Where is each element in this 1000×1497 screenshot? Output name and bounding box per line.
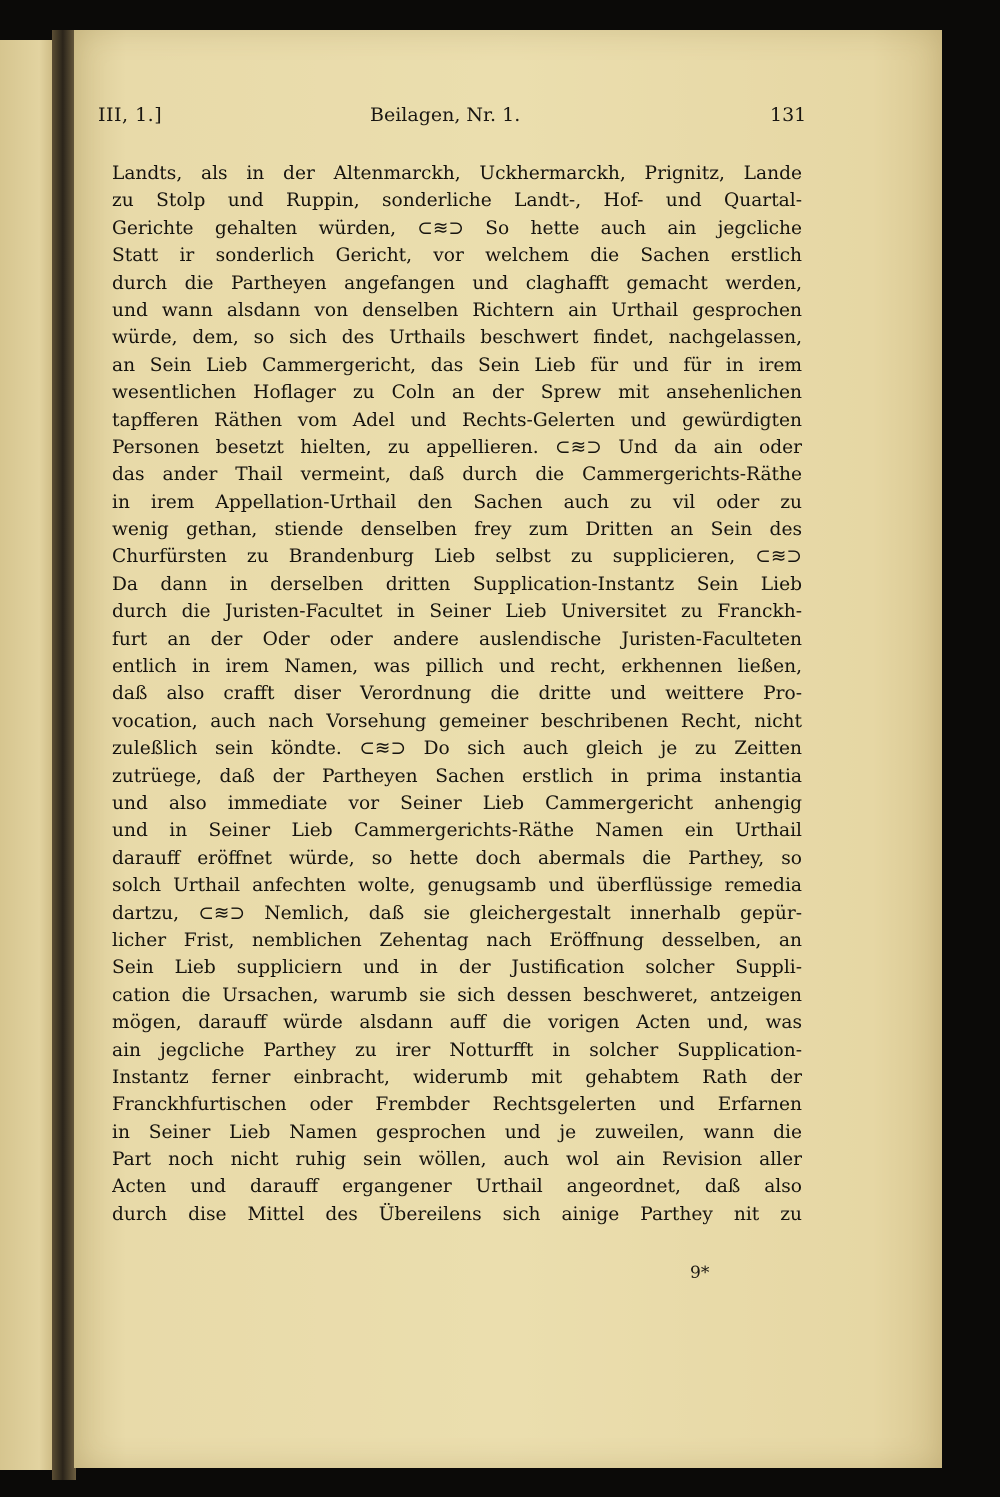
text-line: dartzu, ⊂≋⊃ Nemlich, daß sie gleichergestalt innerhalb gepür- bbox=[112, 902, 802, 924]
text-line: daß also crafft diser Verordnung die dritte und weittere Pro- bbox=[112, 683, 802, 705]
text-line: und also immediate vor Seiner Lieb Cammergericht anhengig bbox=[112, 792, 802, 814]
text-line: das ander Thail vermeint, daß durch die Cammergerichts-Räthe bbox=[112, 464, 802, 486]
text-line: zutrüege, daß der Partheyen Sachen erstlich in prima instantia bbox=[112, 765, 802, 787]
text-line: Franckhfurtischen oder Frembder Rechtsgelerten und Erfarnen bbox=[112, 1094, 802, 1116]
text-line: Personen besetzt hielten, zu appellieren. ⊂≋⊃ Und da ain oder bbox=[112, 436, 802, 458]
text-line: Statt ir sonderlich Gericht, vor welchem die Sachen erstlich bbox=[112, 245, 802, 267]
text-line: Churfürsten zu Brandenburg Lieb selbst zu supplicieren, ⊂≋⊃ bbox=[112, 546, 802, 568]
text-line: zu Stolp und Ruppin, sonderliche Landt-, Hof- und Quartal- bbox=[112, 190, 802, 212]
text-line: durch dise Mittel des Übereilens sich ainige Parthey nit zu bbox=[112, 1203, 802, 1225]
text-line: durch die Juristen-Facultet in Seiner Lieb Universitet zu Franckh- bbox=[112, 601, 802, 623]
signature-mark: 9* bbox=[690, 1263, 710, 1283]
text-line: und wann alsdann von denselben Richtern ain Urthail gesprochen bbox=[112, 299, 802, 321]
text-line: wenig gethan, stiende denselben frey zum Dritten an Sein des bbox=[112, 519, 802, 541]
section-reference: III, 1.] bbox=[98, 104, 163, 126]
text-line: licher Frist, nemblichen Zehentag nach Eröffnung desselben, an bbox=[112, 929, 802, 951]
facing-page-edge bbox=[0, 40, 56, 1470]
text-line: Acten und darauff ergangener Urthail angeordnet, daß also bbox=[112, 1176, 802, 1198]
body-text bbox=[112, 160, 802, 1260]
text-line: Gerichte gehalten würden, ⊂≋⊃ So hette auch ain jegcliche bbox=[112, 217, 802, 239]
text-line: mögen, darauff würde alsdann auff die vorigen Acten und, was bbox=[112, 1012, 802, 1034]
text-line: cation die Ursachen, warumb sie sich dessen beschweret, antzeigen bbox=[112, 984, 802, 1006]
text-line: ain jegcliche Parthey zu irer Notturfft in solcher Supplication- bbox=[112, 1039, 802, 1061]
text-line: darauff eröffnet würde, so hette doch abermals die Parthey, so bbox=[112, 847, 802, 869]
text-line: und in Seiner Lieb Cammergerichts-Räthe Namen ein Urthail bbox=[112, 820, 802, 842]
text-line: entlich in irem Namen, was pillich und recht, erkhennen ließen, bbox=[112, 656, 802, 678]
text-line: Sein Lieb suppliciern und in der Justification solcher Suppli- bbox=[112, 957, 802, 979]
text-line: Instantz ferner einbracht, widerumb mit gehabtem Rath der bbox=[112, 1066, 802, 1088]
text-line: zuleßlich sein köndte. ⊂≋⊃ Do sich auch gleich je zu Zeitten bbox=[112, 738, 802, 760]
text-line: in irem Appellation-Urthail den Sachen auch zu vil oder zu bbox=[112, 491, 802, 513]
text-line: an Sein Lieb Cammergericht, das Sein Lieb für und für in irem bbox=[112, 354, 802, 376]
text-line: würde, dem, so sich des Urthails beschwert findet, nachgelassen, bbox=[112, 327, 802, 349]
text-line: Part noch nicht ruhig sein wöllen, auch wol ain Revision aller bbox=[112, 1149, 802, 1171]
header-title: Beilagen, Nr. 1. bbox=[370, 104, 521, 126]
running-header bbox=[98, 104, 807, 134]
text-line: Landts, als in der Altenmarckh, Uckhermarckh, Prignitz, Lande bbox=[112, 163, 802, 184]
text-line: vocation, auch nach Vorsehung gemeiner beschribenen Recht, nicht bbox=[112, 710, 802, 732]
page-number: 131 bbox=[770, 104, 807, 126]
book-gutter bbox=[52, 30, 76, 1480]
text-line: Da dann in derselben dritten Supplication-Instantz Sein Lieb bbox=[112, 573, 802, 595]
text-line: wesentlichen Hoflager zu Coln an der Sprew mit ansehenlichen bbox=[112, 382, 802, 404]
text-line: furt an der Oder oder andere auslendische Juristen-Faculteten bbox=[112, 628, 802, 650]
text-line: tapfferen Räthen vom Adel und Rechts-Gelerten und gewürdigten bbox=[112, 409, 802, 431]
text-line: solch Urthail anfechten wolte, genugsamb und überflüssige remedia bbox=[112, 875, 802, 897]
text-line: in Seiner Lieb Namen gesprochen und je zuweilen, wann die bbox=[112, 1121, 802, 1143]
text-line: durch die Partheyen angefangen und claghafft gemacht werden, bbox=[112, 272, 802, 294]
